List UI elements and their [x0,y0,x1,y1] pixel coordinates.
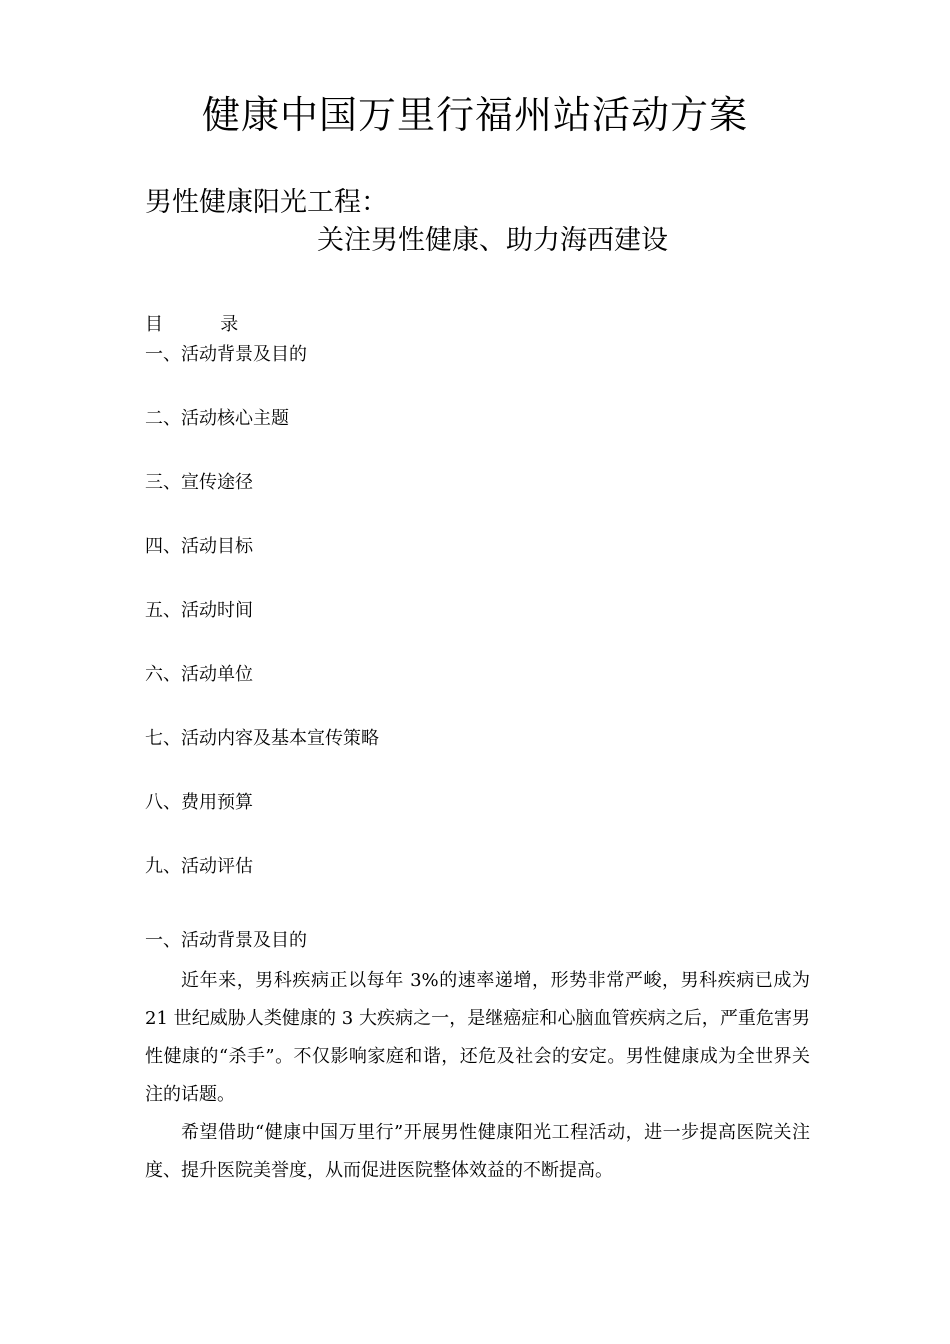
toc-item: 五、活动时间 [145,600,253,621]
toc-heading: 目 录 [145,314,239,335]
toc-item: 六、活动单位 [145,664,253,685]
toc-item: 一、活动背景及目的 [145,344,307,365]
body-paragraph: 希望借助“健康中国万里行”开展男性健康阳光工程活动，进一步提高医院关注度、提升医院美誉度，从而促进医院整体效益的不断提高。 [145,1122,810,1181]
table-of-contents [145,342,379,918]
toc-item: 二、活动核心主题 [145,408,289,429]
toc-item: 七、活动内容及基本宣传策略 [145,728,379,749]
document-title: 健康中国万里行福州站活动方案 [201,93,748,137]
toc-item: 八、费用预算 [145,792,253,813]
subtitle-line-1: 男性健康阳光工程： [145,187,388,218]
section-heading: 一、活动背景及目的 [145,930,307,951]
toc-item: 三、宣传途径 [145,472,253,493]
section-background-purpose [145,928,810,1190]
subtitle-line-2: 关注男性健康、助力海西建设 [317,225,668,256]
toc-item: 九、活动评估 [145,856,253,877]
toc-item: 四、活动目标 [145,536,253,557]
body-paragraph: 近年来，男科疾病正以每年 3%的速率递增，形势非常严峻，男科疾病已成为 21 世纪威胁人类健康的 3 大疾病之一，是继癌症和心脑血管疾病之后，严重危害男性健康的“杀手”。不仅影响家庭和谐，还危及社会的安定。男性健康成为全世界关注的话题。 [145,970,810,1105]
